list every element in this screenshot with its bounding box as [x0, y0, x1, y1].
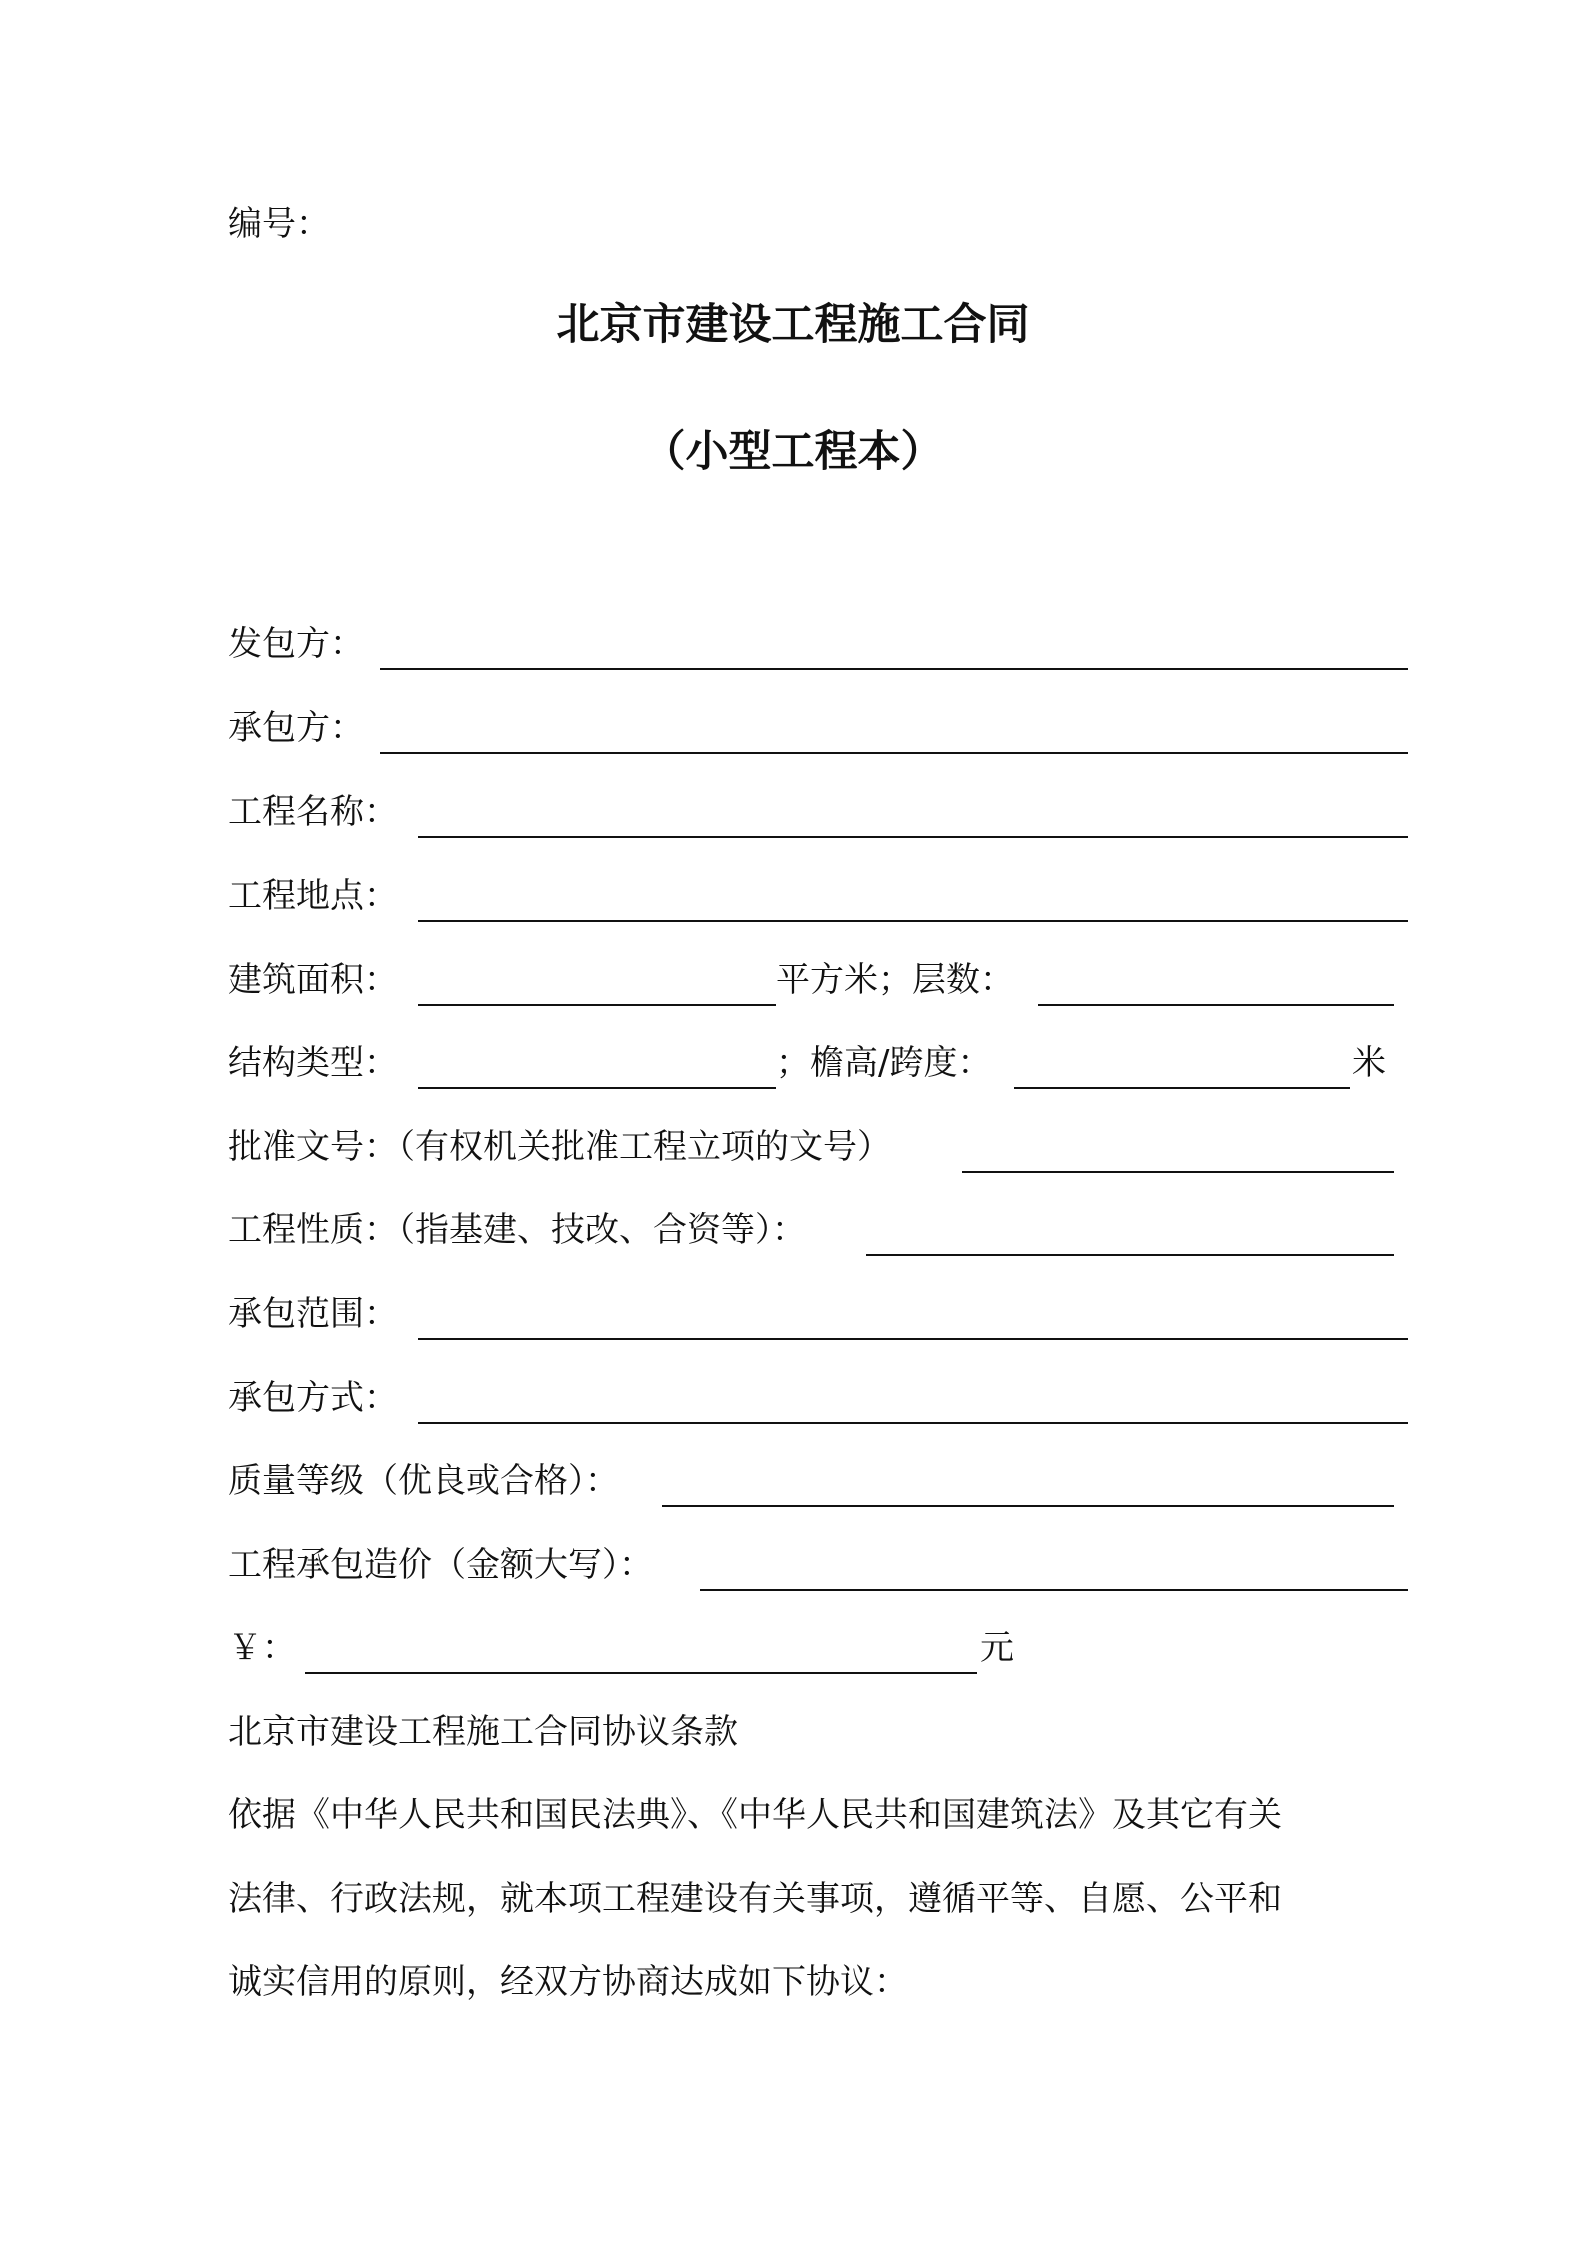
approval-no-label: 批准文号：（有权机关批准工程立项的文号） [228, 1127, 891, 1167]
agreement-paragraph-line: 诚实信用的原则，经双方协商达成如下协议： [228, 1962, 908, 2002]
project-name-field-line[interactable] [418, 836, 1408, 838]
project-location-label: 工程地点： [228, 876, 398, 916]
contract-price-field-line[interactable] [700, 1589, 1408, 1591]
area-unit-floors-label: 平方米；层数： [776, 960, 1014, 1000]
meter-unit: 米 [1352, 1043, 1386, 1083]
approval-no-field-line[interactable] [962, 1171, 1394, 1173]
structure-type-label: 结构类型： [228, 1043, 398, 1083]
document-title: 北京市建设工程施工合同 [556, 300, 1030, 350]
contract-scope-label: 承包范围： [228, 1294, 398, 1334]
eave-height-field-line[interactable] [1014, 1087, 1350, 1089]
agreement-paragraph-line: 依据《中华人民共和国民法典》、《中华人民共和国建筑法》及其它有关 [228, 1795, 1282, 1835]
project-nature-label: 工程性质：（指基建、技改、合资等）： [228, 1210, 806, 1250]
building-area-label: 建筑面积： [228, 960, 398, 1000]
employer-label: 发包方： [228, 624, 364, 664]
number-label: 编号： [228, 204, 330, 244]
contract-method-label: 承包方式： [228, 1378, 398, 1418]
yuan-unit: 元 [980, 1628, 1014, 1668]
quality-grade-label: 质量等级（优良或合格）： [228, 1461, 619, 1501]
contract-method-field-line[interactable] [418, 1422, 1408, 1424]
yen-label: ￥： [228, 1628, 296, 1668]
project-nature-field-line[interactable] [866, 1254, 1394, 1256]
project-name-label: 工程名称： [228, 792, 398, 832]
yen-amount-field-line[interactable] [305, 1672, 977, 1674]
eave-height-label: ；檐高/跨度： [776, 1043, 992, 1083]
structure-type-field-line[interactable] [418, 1087, 776, 1089]
employer-field-line[interactable] [380, 668, 1408, 670]
project-location-field-line[interactable] [418, 920, 1408, 922]
contract-price-label: 工程承包造价（金额大写）： [228, 1545, 653, 1585]
agreement-paragraph-line: 法律、行政法规，就本项工程建设有关事项，遵循平等、自愿、公平和 [228, 1879, 1282, 1919]
contractor-field-line[interactable] [380, 752, 1408, 754]
building-area-field-line[interactable] [418, 1004, 776, 1006]
contractor-label: 承包方： [228, 708, 364, 748]
document-subtitle: （小型工程本） [642, 427, 944, 477]
agreement-heading: 北京市建设工程施工合同协议条款 [228, 1712, 738, 1752]
quality-grade-field-line[interactable] [662, 1505, 1394, 1507]
contract-scope-field-line[interactable] [418, 1338, 1408, 1340]
floors-field-line[interactable] [1038, 1004, 1394, 1006]
